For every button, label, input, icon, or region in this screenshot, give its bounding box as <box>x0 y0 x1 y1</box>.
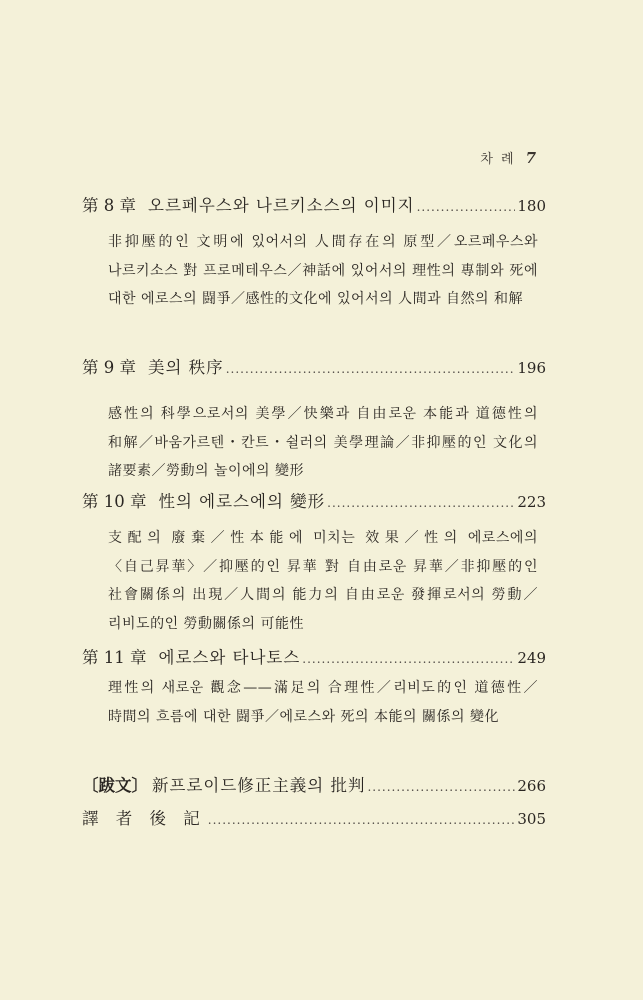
appendix-title: 新프로이드修正主義의 批判 <box>152 776 366 795</box>
dot-leader <box>327 496 515 510</box>
running-head-label: 차 례 <box>480 152 516 167</box>
toc-entry-appendix <box>82 772 546 796</box>
chapter-title: 오르페우스와 나르키소스의 이미지 <box>148 196 415 215</box>
afterword-title: 譯 者 後 記 <box>82 809 206 828</box>
toc-entry-chapter-10 <box>82 488 546 638</box>
dot-leader <box>208 813 516 827</box>
toc-entry-chapter-9 <box>82 354 546 486</box>
chapter-number: 第 10 章 <box>82 492 147 511</box>
page-number: 223 <box>517 493 546 511</box>
page-folio: 7 <box>525 149 538 167</box>
toc-entry-heading <box>82 488 546 512</box>
appendix-label: 〔跋文〕 <box>82 776 148 795</box>
chapter-title: 美의 秩序 <box>148 358 224 377</box>
page-number: 266 <box>517 777 546 795</box>
dot-leader <box>367 780 515 794</box>
toc-entry-heading <box>82 354 546 378</box>
page-number: 180 <box>517 197 546 215</box>
chapter-title: 에로스와 타나토스 <box>158 648 301 667</box>
dot-leader <box>226 362 516 376</box>
toc-entry-heading <box>82 192 546 216</box>
toc-entry-chapter-8 <box>82 192 546 314</box>
toc-entry-heading <box>82 772 546 796</box>
dot-leader <box>302 652 515 666</box>
chapter-number: 第 8 章 <box>82 196 136 215</box>
toc-entry-chapter-11 <box>82 644 546 731</box>
page-number: 305 <box>517 810 546 828</box>
page-number: 196 <box>517 359 546 377</box>
toc-entry-afterword <box>82 805 546 829</box>
chapter-title: 性의 에로스에의 變形 <box>158 492 326 511</box>
chapter-summary: 感性의 科學으로서의 美學／快樂과 自由로운 本能과 道德性의 和解／바움가르텐・칸트・쉴러의 美學理論／非抑壓的인 文化의 諸要素／勞動의 놀이에의 變形 <box>108 406 538 479</box>
chapter-summary: 理性의 새로운 觀念——滿足의 合理性／리비도的인 道德性／時間의 흐름에 대한 闘爭／에로스와 死의 本能의 關係의 變化 <box>108 680 538 725</box>
dot-leader <box>417 200 516 214</box>
chapter-number: 第 9 章 <box>82 358 136 377</box>
toc-entry-heading <box>82 644 546 668</box>
chapter-summary: 支配의 廢棄／性本能에 미치는 效果／性의 에로스에의 〈自己昇華〉／抑壓的인 昇華 對 自由로운 昇華／非抑壓的인 社會關係의 出現／人間의 能力의 自由로운 發揮로서의 勞動／리비도的인 勞動關係의 可能性 <box>108 530 538 632</box>
chapter-number: 第 11 章 <box>82 648 147 667</box>
chapter-summary: 非抑壓的인 文明에 있어서의 人間存在의 原型／오르페우스와 나르키소스 對 프로메테우스／神話에 있어서의 理性의 專制와 死에 대한 에로스의 闘爭／感性的文化에 있어서의 人間과 自然의 和解 <box>108 234 538 307</box>
page-number: 249 <box>517 649 546 667</box>
running-head <box>0 148 538 167</box>
toc-entry-heading <box>82 805 546 829</box>
